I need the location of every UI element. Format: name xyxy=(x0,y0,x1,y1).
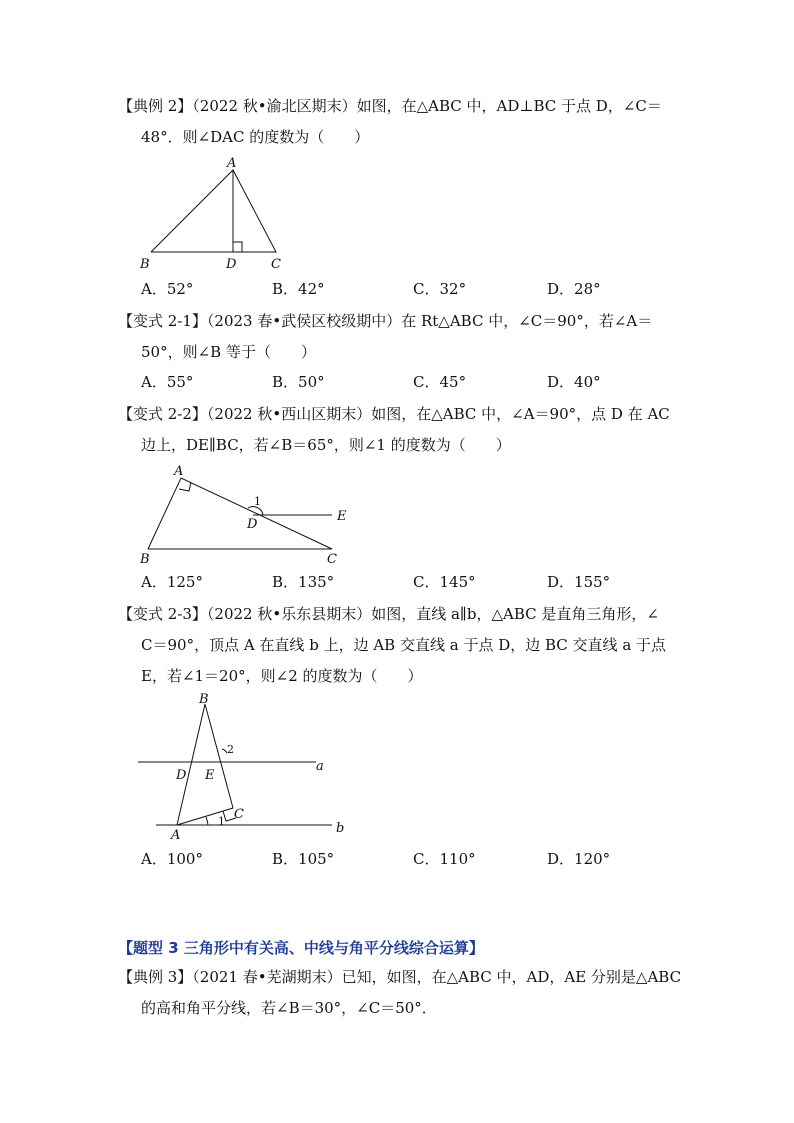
option-b: B．42° xyxy=(272,280,325,298)
variant21-line1: 【变式 2-1】（2023 春•武侯区校级期中）在 Rt△ABC 中，∠C＝90°，若∠A＝ xyxy=(118,312,653,330)
label-b: B xyxy=(140,552,150,567)
example2-line2: 48°．则∠DAC 的度数为（ ） xyxy=(141,128,370,146)
label-angle-1: 1 xyxy=(254,495,261,508)
label-a: A xyxy=(227,156,237,171)
option-c: C．110° xyxy=(413,850,476,868)
option-a: A．55° xyxy=(141,373,194,391)
label-d: D xyxy=(226,257,237,272)
label-c: C xyxy=(327,552,337,567)
label-d: D xyxy=(247,517,258,532)
option-c: C．32° xyxy=(413,280,467,298)
label-c: C xyxy=(234,807,244,822)
label-c: C xyxy=(271,257,281,272)
option-c: C．145° xyxy=(413,573,476,591)
label-b: B xyxy=(140,257,150,272)
option-a: A．125° xyxy=(141,573,203,591)
variant21-line2: 50°，则∠B 等于（ ） xyxy=(141,343,316,361)
variant23-line1: 【变式 2-3】（2022 秋•乐东县期末）如图，直线 a∥b，△ABC 是直角三角形，∠ xyxy=(118,605,659,623)
option-a: A．52° xyxy=(141,280,194,298)
example3-line1: 【典例 3】（2021 春•芜湖期末）已知，如图，在△ABC 中，AD，AE 分别是△ABC xyxy=(118,968,682,986)
label-b: B xyxy=(199,692,209,707)
label-line-b: b xyxy=(336,821,345,836)
variant22-figure xyxy=(135,460,360,570)
label-e: E xyxy=(205,768,215,783)
variant22-line1: 【变式 2-2】（2022 秋•西山区期末）如图，在△ABC 中，∠A＝90°，点 D 在 AC xyxy=(118,405,670,423)
label-d: D xyxy=(176,768,187,783)
option-c: C．45° xyxy=(413,373,467,391)
example2-figure xyxy=(130,152,300,272)
option-b: B．50° xyxy=(272,373,325,391)
label-a: A xyxy=(174,464,184,479)
option-d: D．120° xyxy=(547,850,611,868)
option-d: D．40° xyxy=(547,373,601,391)
variant23-line3: E，若∠1＝20°，则∠2 的度数为（ ） xyxy=(141,667,423,685)
variant23-line2: C＝90°，顶点 A 在直线 b 上，边 AB 交直线 a 于点 D，边 BC 交直线 a 于点 xyxy=(141,636,667,654)
label-a: A xyxy=(171,828,181,843)
label-e: E xyxy=(337,509,347,524)
variant22-line2: 边上，DE∥BC，若∠B＝65°，则∠1 的度数为（ ） xyxy=(141,436,511,454)
example3-line2: 的高和角平分线，若∠B＝30°，∠C＝50°． xyxy=(141,999,437,1017)
label-angle-1: 1 xyxy=(218,815,225,828)
option-d: D．155° xyxy=(547,573,611,591)
example2-line1: 【典例 2】（2022 秋•渝北区期末）如图，在△ABC 中，AD⊥BC 于点 D，∠C＝ xyxy=(118,97,662,115)
option-d: D．28° xyxy=(547,280,601,298)
section3-heading: 【题型 3 三角形中有关高、中线与角平分线综合运算】 xyxy=(118,939,484,957)
label-angle-2: 2 xyxy=(227,743,234,756)
option-b: B．105° xyxy=(272,850,335,868)
variant23-figure xyxy=(130,690,360,845)
option-b: B．135° xyxy=(272,573,335,591)
label-line-a: a xyxy=(316,759,324,774)
option-a: A．100° xyxy=(141,850,203,868)
